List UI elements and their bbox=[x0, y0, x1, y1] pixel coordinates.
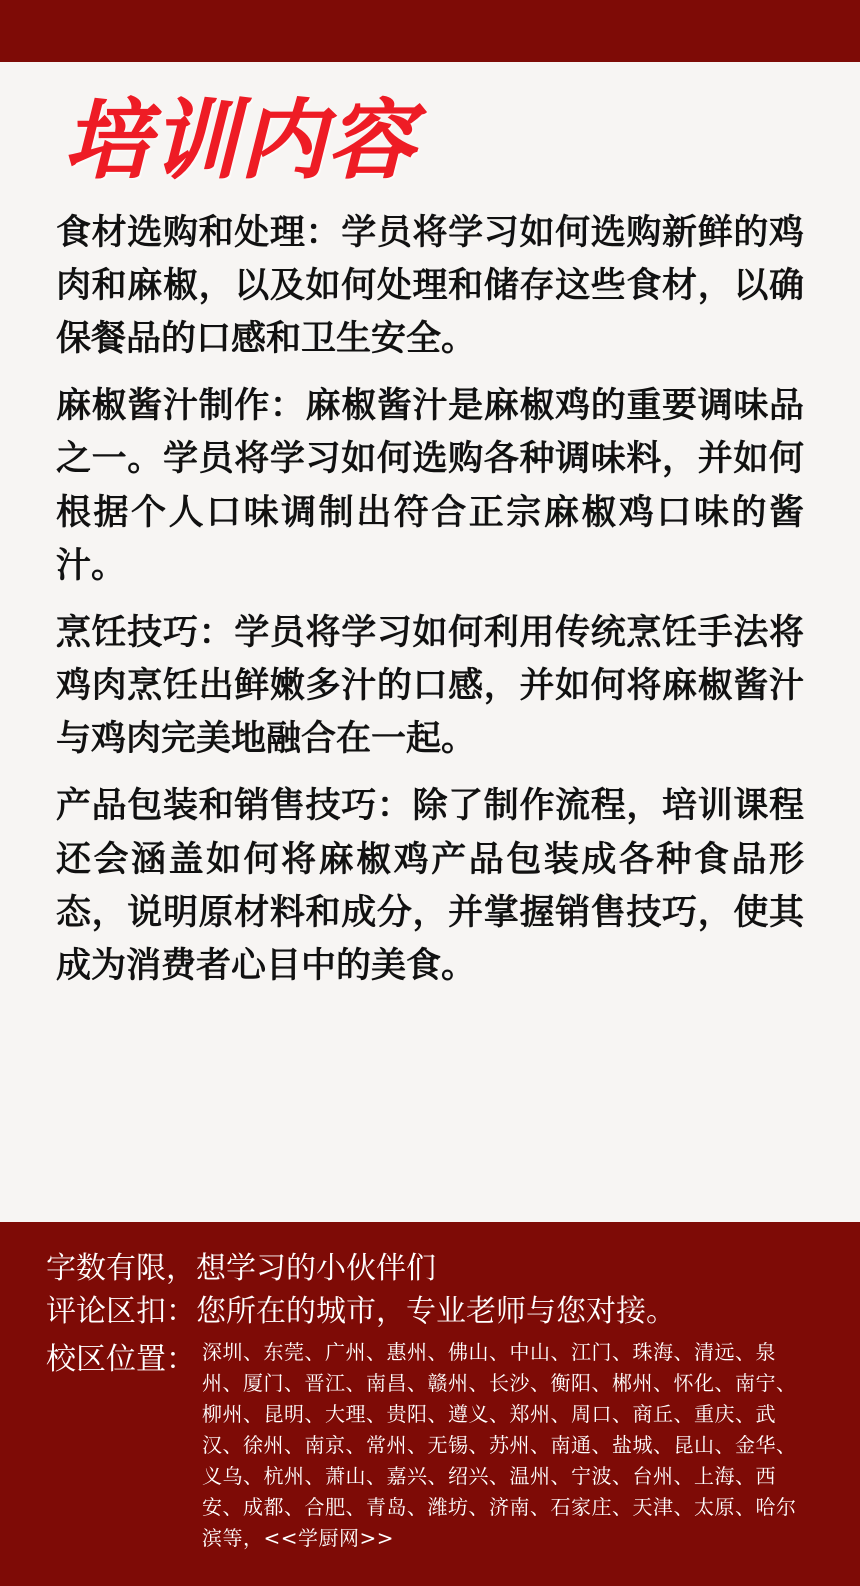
campus-label: 校区位置： bbox=[46, 1342, 196, 1378]
footer-line-1: 字数有限，想学习的小伙伴们 bbox=[46, 1251, 436, 1286]
bottom-band bbox=[0, 1576, 860, 1586]
section-paragraph-4: 产品包装和销售技巧：除了制作流程，培训课程还会涵盖如何将麻椒鸡产品包装成各种食品形态，说明原材料和成分，并掌握销售技巧，使其成为消费者心目中的美食。 bbox=[56, 786, 804, 987]
section-paragraph-1: 食材选购和处理：学员将学习如何选购新鲜的鸡肉和麻椒，以及如何处理和储存这些食材，以确保餐品的口感和卫生安全。 bbox=[56, 212, 804, 359]
footer-line-2: 评论区扣：您所在的城市，专业老师与您对接。 bbox=[46, 1293, 676, 1329]
section-paragraph-2: 麻椒酱汁制作：麻椒酱汁是麻椒鸡的重要调味品之一。学员将学习如何选购各种调味料，并如何根据个人口味调制出符合正宗麻椒鸡口味的酱汁。 bbox=[56, 386, 804, 586]
top-band bbox=[0, 0, 860, 62]
content-panel bbox=[0, 62, 860, 1222]
footer-panel bbox=[0, 1222, 860, 1576]
campus-list: 深圳、东莞、广州、惠州、佛山、中山、江门、珠海、清远、泉州、厦门、晋江、南昌、赣州、长沙、衡阳、郴州、怀化、南宁、柳州、昆明、大理、贵阳、遵义、郑州、周口、商丘、重庆、武汉、徐州、南京、常州、无锡、苏州、南通、盐城、昆山、金华、义乌、杭州、萧山、嘉兴、绍兴、温州、宁波、台州、上海、西安、成都、合肥、青岛、潍坊、济南、石家庄、天津、太原、哈尔滨等，<<学厨网>> bbox=[202, 1340, 797, 1551]
page-title: 培训内容 bbox=[64, 91, 416, 191]
section-paragraph-3: 烹饪技巧：学员将学习如何利用传统烹饪手法将鸡肉烹饪出鲜嫩多汁的口感，并如何将麻椒酱汁与鸡肉完美地融合在一起。 bbox=[56, 612, 804, 760]
campus-block bbox=[46, 1337, 814, 1554]
